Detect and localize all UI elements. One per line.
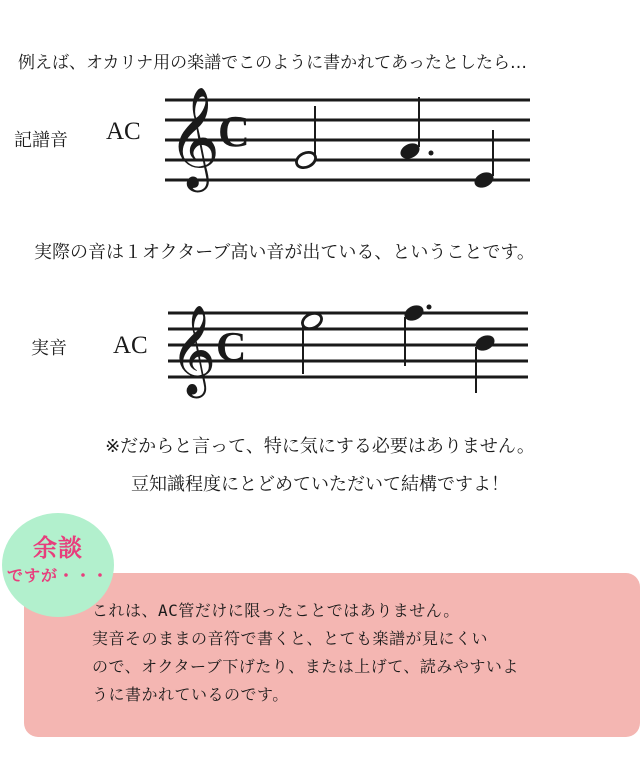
actual-staff: [168, 302, 528, 399]
aside-line: うに書かれているのです。: [92, 685, 289, 704]
note-line-2: 豆知識程度にとどめていただいて結構ですよ！: [131, 474, 509, 495]
treble-clef-icon: 𝄞: [168, 85, 221, 188]
common-time-icon: C: [218, 107, 250, 156]
aside-line: これは、AC管だけに限ったことではありません。: [92, 601, 460, 620]
aside-line: ので、オクターブ下げたり、または上げて、読みやすいよ: [92, 657, 519, 676]
written-instrument-label: AC: [106, 118, 141, 145]
actual-pitch-label: 実音: [31, 338, 67, 359]
actual-note-half: [300, 310, 324, 374]
common-time-icon: C: [216, 325, 247, 371]
written-note-half: [294, 106, 318, 171]
written-note-dotted-quarter: [398, 97, 434, 162]
actual-note-quarter: [473, 332, 497, 393]
aside-subtitle: ですが・・・: [6, 566, 109, 585]
note-line-1: ※だからと言って、特に気にする必要はありません。: [105, 436, 535, 457]
aside-title: 余談: [33, 534, 83, 562]
aside-line: 実音そのままの音符で書くと、とても楽譜が見にくい: [92, 629, 489, 648]
explanation-text: 実際の音は１オクターブ高い音が出ている、ということです。: [34, 242, 535, 263]
written-pitch-label: 記譜音: [14, 130, 68, 151]
actual-instrument-label: AC: [113, 332, 148, 359]
intro-text: 例えば、オカリナ用の楽譜でこのように書かれてあったとしたら…: [18, 53, 527, 73]
aside-text: [92, 597, 637, 709]
treble-clef-icon: 𝄞: [170, 305, 217, 395]
written-staff: [165, 85, 530, 193]
